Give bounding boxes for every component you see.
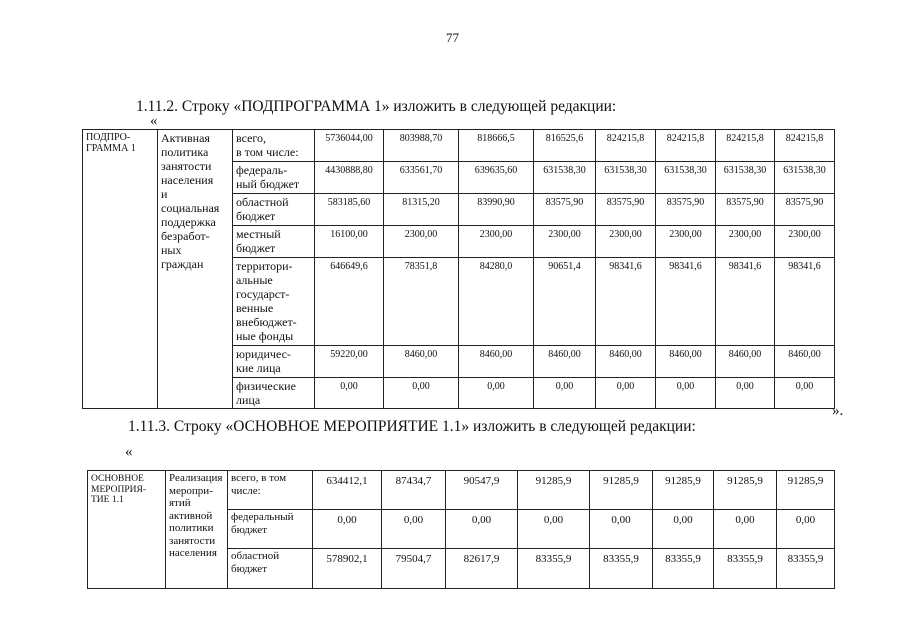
funding-source-cell: областной бюджет xyxy=(233,194,315,226)
section-heading-1: 1.11.2. Строку «ПОДПРОГРАММА 1» изложить в следующей редакции: xyxy=(136,98,617,115)
amount-cell: 83575,90 xyxy=(775,194,835,226)
amount-cell: 83990,90 xyxy=(459,194,534,226)
amount-cell: 81315,20 xyxy=(384,194,459,226)
amount-cell: 83355,9 xyxy=(653,549,714,589)
amount-cell: 2300,00 xyxy=(775,226,835,258)
amount-cell: 824215,8 xyxy=(775,130,835,162)
funding-source-cell: юридичес- кие лица xyxy=(233,346,315,378)
amount-cell: 91285,9 xyxy=(518,471,590,510)
open-quote-1: « xyxy=(150,113,158,129)
funding-source-cell: федераль- ный бюджет xyxy=(233,162,315,194)
amount-cell: 2300,00 xyxy=(716,226,775,258)
funding-source-cell: областной бюджет xyxy=(228,549,313,589)
amount-cell: 98341,6 xyxy=(716,258,775,346)
amount-cell: 2300,00 xyxy=(596,226,656,258)
amount-cell: 0,00 xyxy=(653,510,714,549)
amount-cell: 87434,7 xyxy=(382,471,446,510)
amount-cell: 91285,9 xyxy=(590,471,653,510)
page-number: 77 xyxy=(446,30,459,45)
program-code-cell: ПОДПРО- ГРАММА 1 xyxy=(83,130,158,409)
amount-cell: 0,00 xyxy=(313,510,382,549)
amount-cell: 633561,70 xyxy=(384,162,459,194)
amount-cell: 0,00 xyxy=(315,378,384,409)
amount-cell: 83575,90 xyxy=(534,194,596,226)
amount-cell: 631538,30 xyxy=(775,162,835,194)
amount-cell: 0,00 xyxy=(534,378,596,409)
funding-source-cell: всего, в том числе: xyxy=(228,471,313,510)
amount-cell: 0,00 xyxy=(596,378,656,409)
main-activity-table xyxy=(87,470,835,589)
amount-cell: 16100,00 xyxy=(315,226,384,258)
amount-cell: 0,00 xyxy=(518,510,590,549)
amount-cell: 4430888,80 xyxy=(315,162,384,194)
amount-cell: 8460,00 xyxy=(384,346,459,378)
funding-source-cell: физические лица xyxy=(233,378,315,409)
amount-cell: 98341,6 xyxy=(775,258,835,346)
amount-cell: 83575,90 xyxy=(596,194,656,226)
amount-cell: 83355,9 xyxy=(590,549,653,589)
amount-cell: 83355,9 xyxy=(518,549,590,589)
amount-cell: 90651,4 xyxy=(534,258,596,346)
amount-cell: 84280,0 xyxy=(459,258,534,346)
amount-cell: 2300,00 xyxy=(459,226,534,258)
program-code-cell: ОСНОВНОЕ МЕРОПРИЯ- ТИЕ 1.1 xyxy=(88,471,166,589)
amount-cell: 0,00 xyxy=(590,510,653,549)
amount-cell: 98341,6 xyxy=(656,258,716,346)
program-name-cell: Активная политика занятости населения и социальная поддержка безработ- ных граждан xyxy=(158,130,233,409)
amount-cell: 0,00 xyxy=(382,510,446,549)
amount-cell: 0,00 xyxy=(777,510,835,549)
amount-cell: 8460,00 xyxy=(596,346,656,378)
amount-cell: 583185,60 xyxy=(315,194,384,226)
funding-source-cell: всего, в том числе: xyxy=(233,130,315,162)
amount-cell: 90547,9 xyxy=(446,471,518,510)
amount-cell: 8460,00 xyxy=(716,346,775,378)
amount-cell: 824215,8 xyxy=(716,130,775,162)
open-quote-2: « xyxy=(125,444,133,460)
amount-cell: 631538,30 xyxy=(656,162,716,194)
amount-cell: 0,00 xyxy=(775,378,835,409)
amount-cell: 639635,60 xyxy=(459,162,534,194)
amount-cell: 78351,8 xyxy=(384,258,459,346)
amount-cell: 0,00 xyxy=(459,378,534,409)
amount-cell: 82617,9 xyxy=(446,549,518,589)
funding-source-cell: территори- альные государст- венные внебюджет- ные фонды xyxy=(233,258,315,346)
amount-cell: 824215,8 xyxy=(656,130,716,162)
table-row xyxy=(83,130,835,162)
amount-cell: 816525,6 xyxy=(534,130,596,162)
amount-cell: 83355,9 xyxy=(714,549,777,589)
amount-cell: 8460,00 xyxy=(656,346,716,378)
amount-cell: 631538,30 xyxy=(716,162,775,194)
amount-cell: 83575,90 xyxy=(656,194,716,226)
amount-cell: 803988,70 xyxy=(384,130,459,162)
close-quote-1: ». xyxy=(832,403,844,419)
table-row xyxy=(88,471,835,510)
amount-cell: 91285,9 xyxy=(653,471,714,510)
amount-cell: 631538,30 xyxy=(596,162,656,194)
amount-cell: 8460,00 xyxy=(459,346,534,378)
subprogram-table xyxy=(82,129,835,409)
amount-cell: 2300,00 xyxy=(656,226,716,258)
amount-cell: 98341,6 xyxy=(596,258,656,346)
amount-cell: 646649,6 xyxy=(315,258,384,346)
funding-source-cell: федеральный бюджет xyxy=(228,510,313,549)
amount-cell: 631538,30 xyxy=(534,162,596,194)
program-name-cell: Реализация меропри- ятий активной политики занятости населения xyxy=(166,471,228,589)
amount-cell: 0,00 xyxy=(714,510,777,549)
amount-cell: 634412,1 xyxy=(313,471,382,510)
amount-cell: 5736044,00 xyxy=(315,130,384,162)
amount-cell: 91285,9 xyxy=(777,471,835,510)
amount-cell: 0,00 xyxy=(384,378,459,409)
amount-cell: 83575,90 xyxy=(716,194,775,226)
amount-cell: 818666,5 xyxy=(459,130,534,162)
amount-cell: 0,00 xyxy=(716,378,775,409)
amount-cell: 578902,1 xyxy=(313,549,382,589)
amount-cell: 8460,00 xyxy=(775,346,835,378)
section-heading-2: 1.11.3. Строку «ОСНОВНОЕ МЕРОПРИЯТИЕ 1.1» изложить в следующей редакции: xyxy=(128,418,696,435)
amount-cell: 91285,9 xyxy=(714,471,777,510)
amount-cell: 0,00 xyxy=(446,510,518,549)
amount-cell: 8460,00 xyxy=(534,346,596,378)
amount-cell: 2300,00 xyxy=(384,226,459,258)
amount-cell: 824215,8 xyxy=(596,130,656,162)
funding-source-cell: местный бюджет xyxy=(233,226,315,258)
amount-cell: 59220,00 xyxy=(315,346,384,378)
amount-cell: 0,00 xyxy=(656,378,716,409)
amount-cell: 2300,00 xyxy=(534,226,596,258)
amount-cell: 83355,9 xyxy=(777,549,835,589)
amount-cell: 79504,7 xyxy=(382,549,446,589)
